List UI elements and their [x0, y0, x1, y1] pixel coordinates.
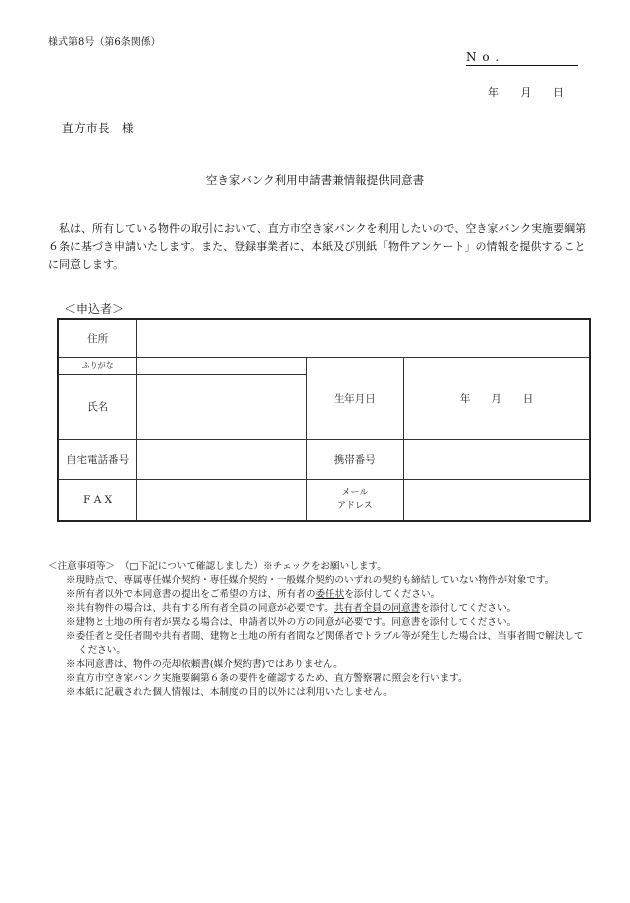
mobile-label: 携帯番号 [306, 439, 404, 479]
note-item: ※現時点で、専属専任媒介契約・専任媒介契約・一般媒介契約のいずれの契約も締結していない物件が対象です。 [66, 575, 555, 586]
address-field[interactable] [137, 319, 590, 357]
home-phone-field[interactable] [137, 439, 306, 479]
note-item: ※建物と土地の所有者が異なる場合は、申請者以外の方の同意が必要です。同意書を添付してください。 [66, 617, 517, 628]
birthdate-label: 生年月日 [306, 357, 404, 439]
note-text: を添付してください。 [344, 589, 441, 600]
note-item: ※委任者と受任者間や共有者間、建物と土地の所有者間など関係者でトラブル等が発生した場合は、当事者間で解決してください。 [66, 631, 584, 656]
note-item [48, 602, 593, 616]
document-number-field[interactable]: N o . [466, 50, 578, 66]
date-line: 年 月 日 [488, 86, 564, 99]
form-number: 様式第8号（第6条関係） [48, 37, 161, 48]
notes-section [48, 560, 593, 700]
fax-field[interactable] [137, 479, 306, 521]
home-phone-label: 自宅電話番号 [58, 439, 137, 479]
furigana-label: ふりがな [58, 357, 137, 374]
address-label: 住所 [58, 319, 137, 357]
note-item: ※本紙に記載された個人情報は、本制度の目的以外には利用いたしません。 [66, 687, 393, 698]
mobile-field[interactable] [404, 439, 590, 479]
email-label [306, 479, 404, 521]
furigana-field[interactable] [137, 357, 306, 374]
note-underlined-text: 委任状 [315, 589, 345, 600]
email-label-line1: メール [341, 487, 369, 498]
applicant-table [57, 318, 591, 522]
document-title: 空き家バンク利用申請書兼情報提供同意書 [205, 173, 425, 187]
note-text: ※所有者以外で本同意書の提出をご希望の方は、所有者の [66, 589, 316, 600]
email-field[interactable] [404, 479, 590, 521]
note-item: ※本同意書は、物件の売却依頼書(媒介契約書)ではありません。 [66, 659, 343, 670]
note-item [48, 588, 593, 602]
fax-label: F A X [58, 479, 137, 521]
addressee: 直方市長 様 [62, 121, 134, 135]
birthdate-field[interactable]: 年 月 日 [404, 357, 590, 439]
note-item: ※直方市空き家バンク実施要綱第６条の要件を確認するため、直方警察署に照会を行います。 [66, 673, 468, 684]
email-label-line2: アドレス [336, 500, 373, 511]
applicant-section-label: ＜申込者＞ [64, 302, 125, 316]
note-text: を添付してください。 [420, 603, 517, 614]
note-text: ※共有物件の場合は、共有する所有者全員の同意が必要です。 [66, 603, 334, 614]
name-label: 氏名 [58, 374, 137, 439]
notes-heading: ＜注意事項等＞ （□下記について確認しました）※チェックをお願いします。 [48, 561, 387, 572]
note-underlined-text: 共有者全員の同意書 [333, 603, 421, 614]
name-field[interactable] [137, 374, 306, 439]
consent-statement: 私は、所有している物件の取引において、直方市空き家バンクを利用したいので、空き家バンク実施要綱第６条に基づき申請いたします。また、登録事業者に、本紙及び別紙「物件アンケート」の情報を提供することに同意します。 [48, 222, 587, 271]
